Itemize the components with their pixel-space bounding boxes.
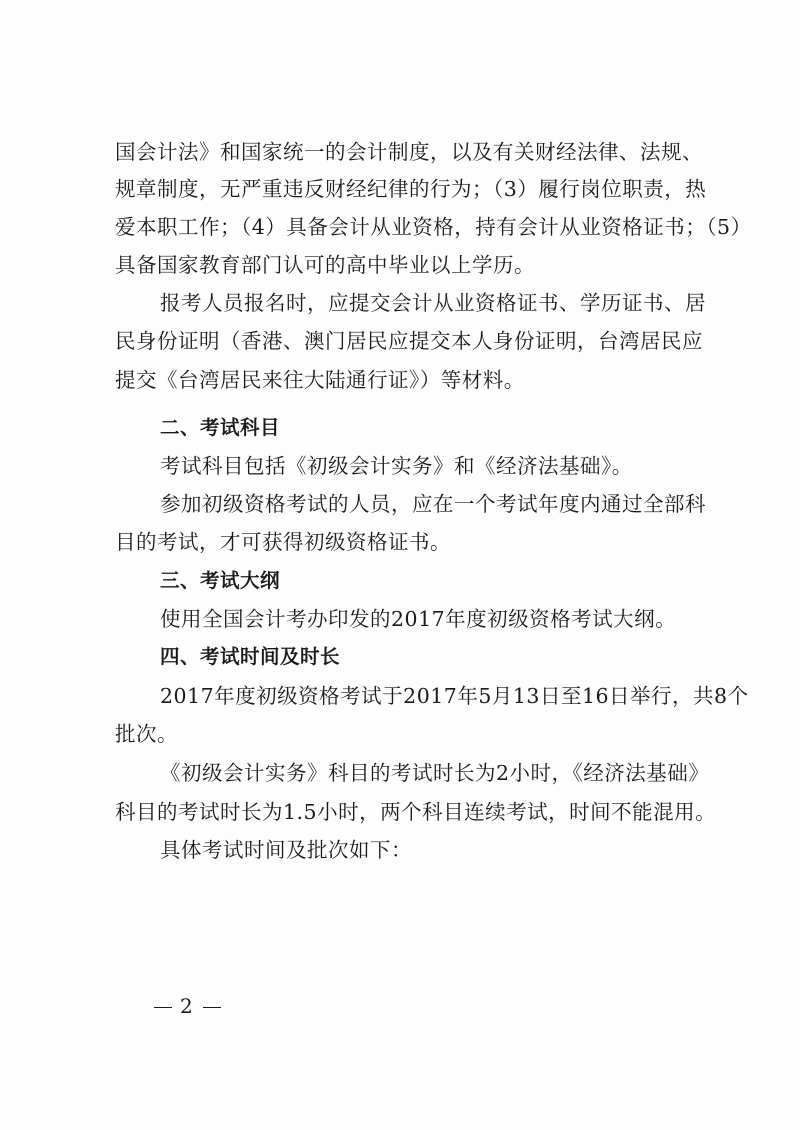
text-line: 提交《台湾居民来往大陆通行证》）等材料。 (115, 368, 525, 392)
text-line: 《初级会计实务》科目的考试时长为2小时，《经济法基础》 (160, 761, 710, 785)
text-line: 批次。 (115, 722, 178, 746)
text-line: 具备国家教育部门认可的高中毕业以上学历。 (115, 253, 535, 277)
text-line: 报考人员报名时，应提交会计从业资格证书、学历证书、居 (160, 291, 706, 315)
page-number-value: 2 (180, 994, 195, 1018)
section-heading-exam-time: 四、考试时间及时长 (160, 645, 341, 668)
text-line: 国会计法》和国家统一的会计制度，以及有关财经法律、法规、 (115, 140, 703, 164)
text-line: 参加初级资格考试的人员，应在一个考试年度内通过全部科 (160, 492, 706, 516)
text-line: 爱本职工作；（4）具备会计从业资格，持有会计从业资格证书；（5） (115, 215, 752, 239)
page-number (146, 992, 229, 1020)
text-line: 规章制度，无严重违反财经纪律的行为；（3）履行岗位职责，热 (115, 177, 707, 201)
text-line: 2017年度初级资格考试于2017年5月13日至16日举行，共8个 (160, 684, 749, 708)
text-line: 考试科目包括《初级会计实务》和《经济法基础》。 (160, 454, 633, 478)
dash-decoration (203, 1007, 221, 1009)
text-line: 具体考试时间及批次如下： (160, 838, 412, 862)
text-line: 民身份证明（香港、澳门居民应提交本人身份证明，台湾居民应 (115, 329, 703, 353)
text-line: 科目的考试时长为1.5小时，两个科目连续考试，时间不能混用。 (115, 800, 717, 824)
dash-decoration (154, 1007, 172, 1009)
text-line: 目的考试，才可获得初级资格证书。 (115, 530, 451, 554)
section-heading-syllabus: 三、考试大纲 (160, 569, 281, 592)
text-line: 使用全国会计考办印发的2017年度初级资格考试大纲。 (160, 607, 677, 631)
section-heading-subjects: 二、考试科目 (160, 416, 281, 439)
